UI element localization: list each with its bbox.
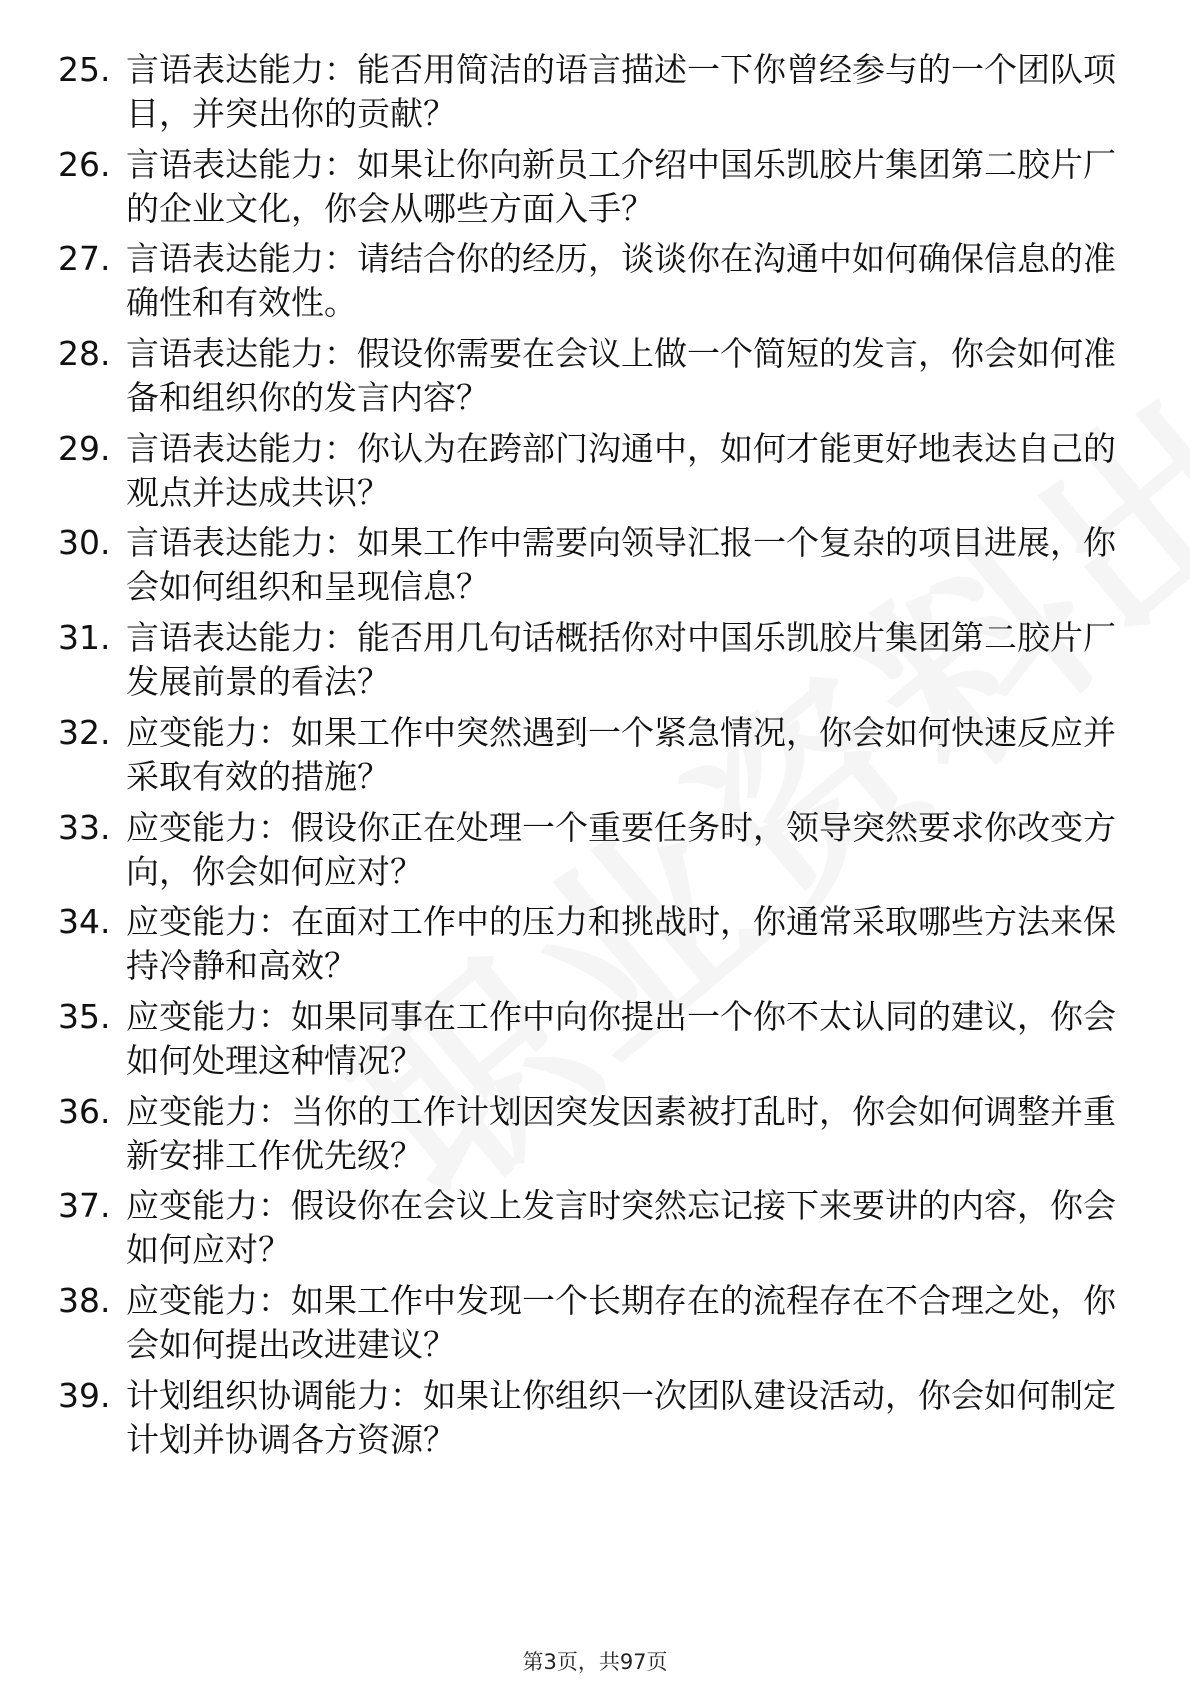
question-list <box>58 48 1128 1468</box>
question-text: 应变能力：如果同事在工作中向你提出一个你不太认同的建议，你会如何处理这种情况？ <box>126 996 1116 1080</box>
question-item <box>58 900 1128 995</box>
question-number: 39. <box>58 1375 111 1415</box>
question-text: 应变能力：如果工作中突然遇到一个紧急情况，你会如何快速反应并采取有效的措施？ <box>126 712 1116 796</box>
question-number: 32. <box>58 712 111 752</box>
question-item <box>58 1090 1128 1185</box>
question-text: 应变能力：假设你正在处理一个重要任务时，领导突然要求你改变方向，你会如何应对？ <box>126 807 1116 891</box>
page-footer <box>0 1646 1190 1676</box>
question-item <box>58 427 1128 522</box>
question-text: 言语表达能力：如果让你向新员工介绍中国乐凯胶片集团第二胶片厂的企业文化，你会从哪些方面入手？ <box>126 144 1116 228</box>
question-text: 应变能力：在面对工作中的压力和挑战时，你通常采取哪些方法来保持冷静和高效？ <box>126 902 1116 986</box>
question-text: 言语表达能力：如果工作中需要向领导汇报一个复杂的项目进展，你会如何组织和呈现信息？ <box>126 523 1116 607</box>
question-number: 37. <box>58 1186 111 1226</box>
question-text: 言语表达能力：你认为在跨部门沟通中，如何才能更好地表达自己的观点并达成共识？ <box>126 428 1116 512</box>
page-number-label: 第3页，共97页 <box>522 1650 668 1674</box>
question-number: 38. <box>58 1280 111 1320</box>
question-text: 言语表达能力：请结合你的经历，谈谈你在沟通中如何确保信息的准确性和有效性。 <box>126 239 1116 323</box>
question-number: 28. <box>58 334 111 374</box>
question-number: 34. <box>58 902 111 942</box>
question-item <box>58 806 1128 901</box>
question-item <box>58 332 1128 427</box>
question-number: 33. <box>58 807 111 847</box>
question-number: 31. <box>58 618 111 658</box>
question-number: 35. <box>58 996 111 1036</box>
question-number: 36. <box>58 1091 111 1131</box>
question-number: 29. <box>58 428 111 468</box>
question-text: 应变能力：如果工作中发现一个长期存在的流程存在不合理之处，你会如何提出改进建议？ <box>126 1280 1116 1364</box>
question-item <box>58 711 1128 806</box>
question-text: 言语表达能力：能否用几句话概括你对中国乐凯胶片集团第二胶片厂发展前景的看法？ <box>126 618 1116 702</box>
question-text: 言语表达能力：能否用简洁的语言描述一下你曾经参与的一个团队项目，并突出你的贡献？ <box>126 50 1116 133</box>
question-item <box>58 1374 1128 1469</box>
question-text: 应变能力：假设你在会议上发言时突然忘记接下来要讲的内容，你会如何应对？ <box>126 1186 1116 1270</box>
question-item <box>58 616 1128 711</box>
question-text: 应变能力：当你的工作计划因突发因素被打乱时，你会如何调整并重新安排工作优先级？ <box>126 1091 1116 1175</box>
question-item <box>58 48 1128 143</box>
question-number: 30. <box>58 523 111 563</box>
question-item <box>58 143 1128 238</box>
question-number: 26. <box>58 144 111 184</box>
question-item <box>58 1184 1128 1279</box>
question-item <box>58 1279 1128 1374</box>
question-number: 25. <box>58 50 111 89</box>
question-item <box>58 995 1128 1090</box>
question-item <box>58 237 1128 332</box>
question-text: 言语表达能力：假设你需要在会议上做一个简短的发言，你会如何准备和组织你的发言内容？ <box>126 334 1116 418</box>
question-item <box>58 521 1128 616</box>
question-text: 计划组织协调能力：如果让你组织一次团队建设活动，你会如何制定计划并协调各方资源？ <box>126 1375 1116 1459</box>
question-number: 27. <box>58 239 111 279</box>
